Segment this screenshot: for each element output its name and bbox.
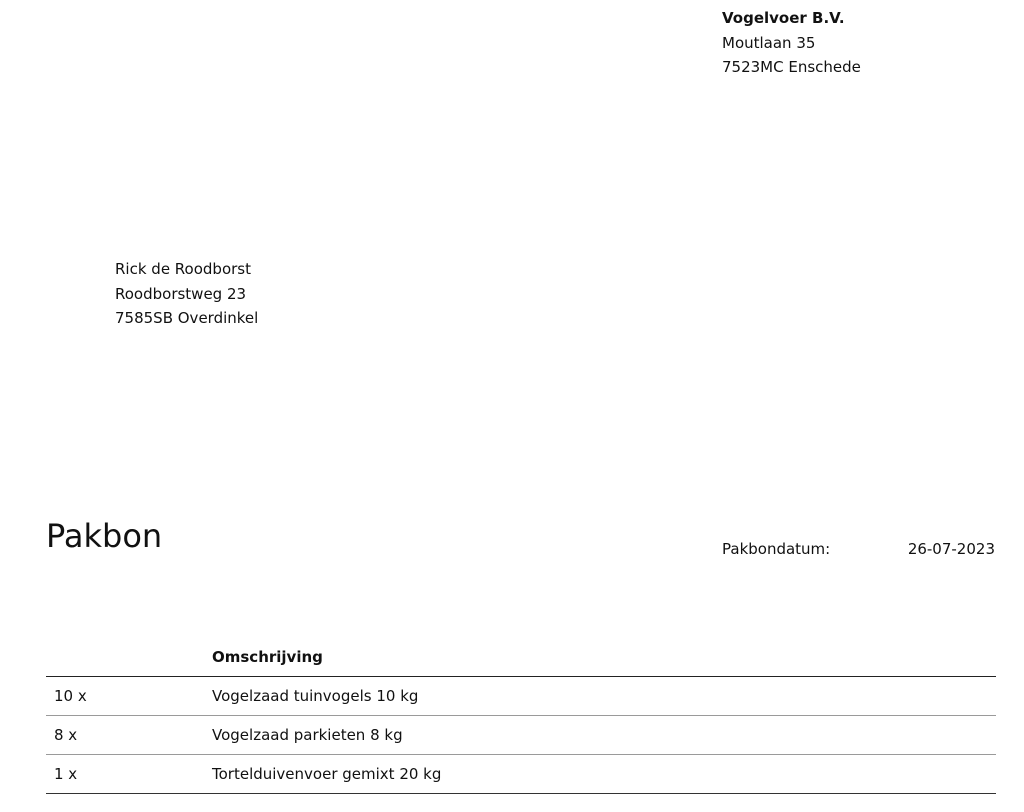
description-column-header: Omschrijving: [212, 638, 996, 677]
row-description: Tortelduivenvoer gemixt 20 kg: [212, 755, 996, 794]
table-row: [46, 677, 996, 716]
table-row: [46, 716, 996, 755]
quantity-column-header: [46, 638, 212, 677]
sender-company: Vogelvoer B.V.: [722, 9, 845, 27]
document-title: Pakbon: [46, 517, 163, 555]
sender-address: [722, 6, 861, 80]
table-header-row: [46, 638, 996, 677]
recipient-street: Roodborstweg 23: [115, 284, 247, 303]
recipient-name: Rick de Roodborst: [115, 260, 251, 278]
order-lines-table: [46, 638, 996, 794]
row-description: Vogelzaad tuinvogels 10 kg: [212, 677, 996, 716]
row-quantity: 1 x: [46, 755, 212, 794]
recipient-address: [115, 257, 258, 331]
table-row: [46, 755, 996, 794]
recipient-postal-city: 7585SB Overdinkel: [115, 309, 259, 327]
sender-postal-city: 7523MC Enschede: [722, 58, 861, 76]
row-quantity: 10 x: [46, 677, 212, 716]
packing-slip-date-label: Pakbondatum:: [722, 540, 831, 558]
packing-slip-date-value: 26-07-2023: [907, 540, 995, 558]
row-description: Vogelzaad parkieten 8 kg: [212, 716, 996, 755]
sender-street: Moutlaan 35: [722, 33, 816, 52]
row-quantity: 8 x: [46, 716, 212, 755]
